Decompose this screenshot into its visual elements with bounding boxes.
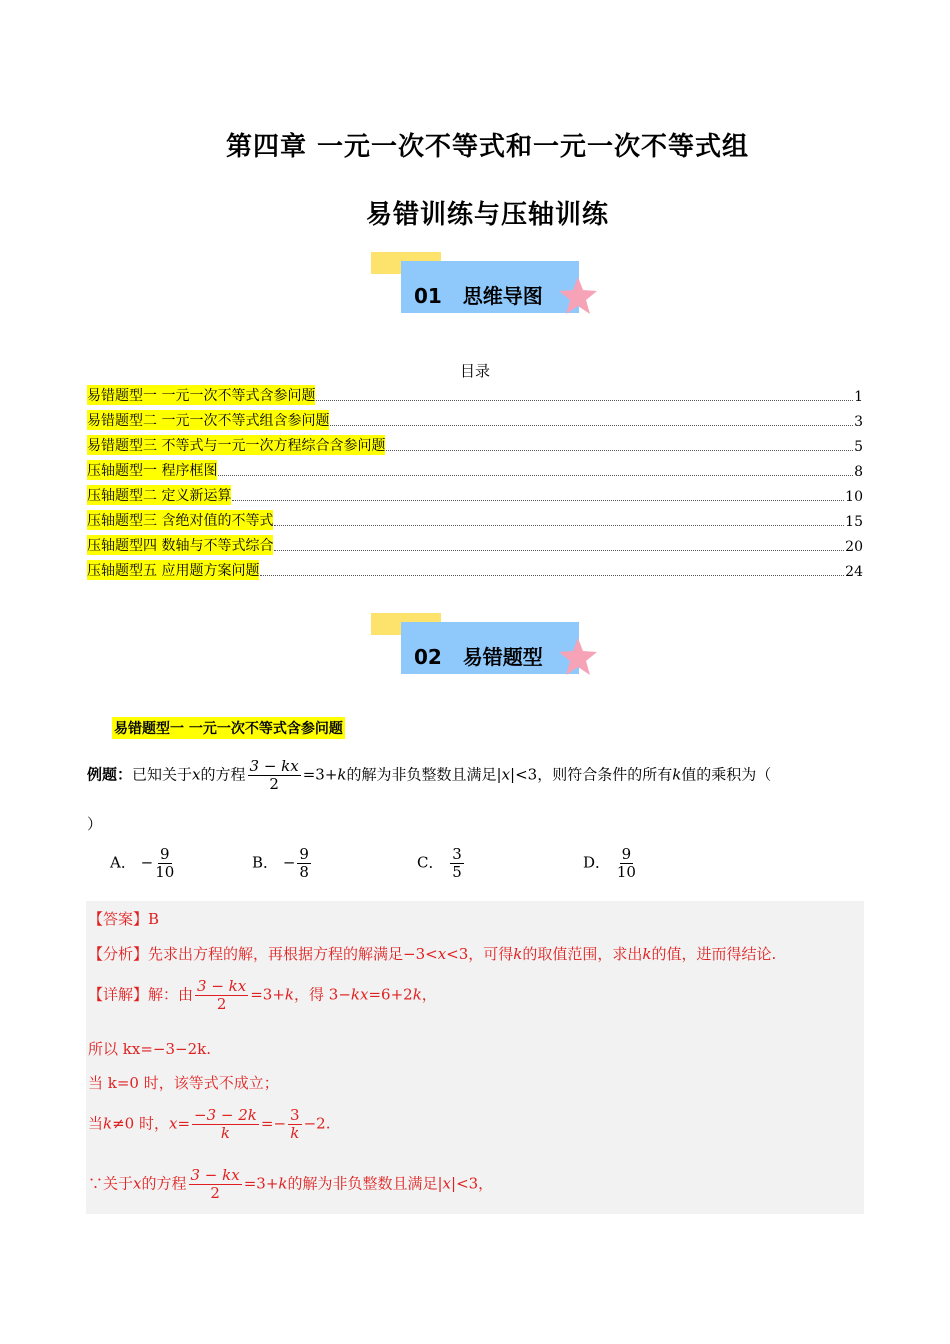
toc-item-label: 易错题型三 不等式与一元一次方程综合含参问题 <box>87 435 385 455</box>
star-icon <box>557 275 599 317</box>
toc-item-page: 3 <box>854 414 863 430</box>
toc-item[interactable] <box>87 533 863 555</box>
analysis-line: 【分析】先求出方程的解，再根据方程的解满足−3<x<3，可得k的取值范围，求出k的值，进而得结论. <box>88 945 777 963</box>
option-d[interactable]: D． $\frac{9}{10}$ <box>583 845 636 881</box>
problem-type-heading: 易错题型一 一元一次不等式含参问题 <box>112 717 345 739</box>
toc-item-page: 20 <box>845 539 863 555</box>
answer-line: 【答案】B <box>88 910 160 928</box>
star-icon <box>557 636 599 678</box>
solution-line-6: ∵关于x的方程 $\frac{3 - kx}{2}$ =3+k的解为非负整数且满足|x|<3， <box>88 1166 494 1202</box>
question-close-paren: ） <box>87 815 103 833</box>
option-c[interactable]: C． $\frac{3}{5}$ <box>417 845 462 881</box>
toc-item-page: 24 <box>845 564 863 580</box>
toc-item[interactable] <box>87 383 863 405</box>
toc-item[interactable] <box>87 483 863 505</box>
question-text: 例题：已知关于x的方程 $\frac{3 - kx}{2}$ =3+k的解为非负整数且满足|x|<3，则符合条件的所有k值的乘积为（ <box>87 757 772 793</box>
toc-item-label: 压轴题型三 含绝对值的不等式 <box>87 510 273 530</box>
section-badge-errors <box>371 613 611 693</box>
solution-line-5: 当k≠0 时，x= $\frac{-3 - 2k}{k}$ =− $\frac{3}{k}$ −2. <box>88 1106 331 1142</box>
toc-item-label: 压轴题型二 定义新运算 <box>87 485 231 505</box>
toc-item-page: 1 <box>854 389 863 405</box>
toc-item[interactable] <box>87 433 863 455</box>
fraction: $\frac{3 - kx}{2}$ <box>249 757 299 793</box>
section-label: 思维导图 <box>462 284 543 308</box>
option-a[interactable]: A． − $\frac{9}{10}$ <box>110 845 175 881</box>
toc-item-page: 5 <box>854 439 863 455</box>
solution-line-3: 所以 kx=−3−2k. <box>88 1040 211 1058</box>
toc-item-label: 易错题型二 一元一次不等式组含参问题 <box>87 410 329 430</box>
option-b[interactable]: B． − $\frac{9}{8}$ <box>252 845 309 881</box>
toc-item-label: 压轴题型五 应用题方案问题 <box>87 560 259 580</box>
page-subtitle: 易错训练与压轴训练 <box>365 200 609 230</box>
section-badge-mindmap <box>371 252 611 332</box>
toc-item-label: 压轴题型一 程序框图 <box>87 460 217 480</box>
solution-line-4: 当 k=0 时，该等式不成立； <box>88 1074 279 1092</box>
toc-item-label: 压轴题型四 数轴与不等式综合 <box>87 535 273 555</box>
toc-item-page: 10 <box>845 489 863 505</box>
toc-item[interactable] <box>87 508 863 530</box>
toc-item-label: 易错题型一 一元一次不等式含参问题 <box>87 385 315 405</box>
section-label: 易错题型 <box>462 645 543 669</box>
section-number: 01 <box>414 284 442 308</box>
example-label: 例题： <box>87 765 133 784</box>
section-number: 02 <box>414 645 442 669</box>
toc-item[interactable] <box>87 458 863 480</box>
detail-line: 【详解】解：由 $\frac{3 - kx}{2}$ =3+k，得 3−kx=6+2k， <box>88 977 437 1013</box>
toc-item-page: 15 <box>845 514 863 530</box>
toc-item-page: 8 <box>854 464 863 480</box>
toc-item[interactable] <box>87 408 863 430</box>
toc-item[interactable] <box>87 558 863 580</box>
toc-heading: 目录 <box>459 362 490 380</box>
page-title: 第四章 一元一次不等式和一元一次不等式组 <box>225 132 750 162</box>
